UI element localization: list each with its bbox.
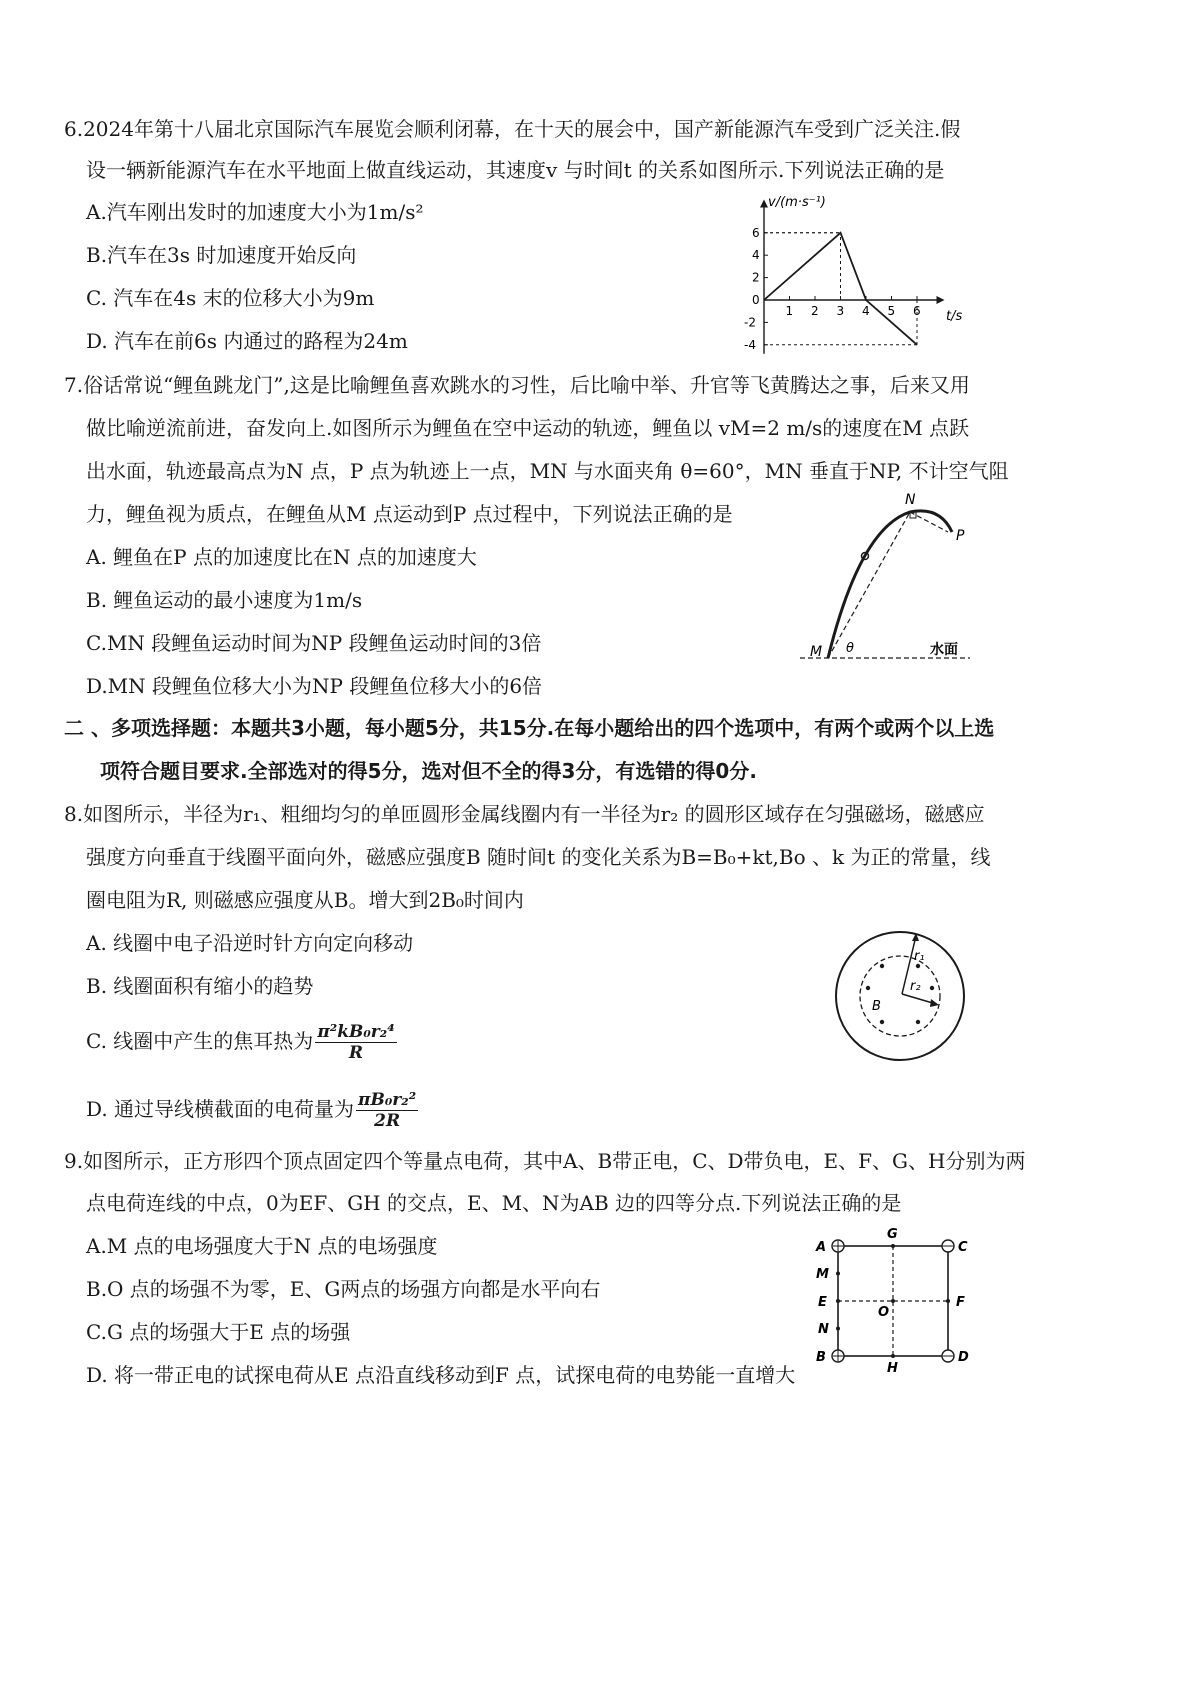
q8-option-d-text: D. 通过导线横截面的电荷量为 bbox=[86, 1097, 355, 1121]
q9-stem-line2: 点电荷连线的中点，0为EF、GH 的交点，E、M、N为AB 边的四等分点.下列说法正确的是 bbox=[86, 1191, 902, 1215]
q7-stem-line1: 7.俗话常说“鲤鱼跳龙门”,这是比喻鲤鱼喜欢跳水的习性，后比喻中举、升官等飞黄腾达之事，后来又用 bbox=[64, 373, 970, 397]
vt-x-tick-label: 2 bbox=[811, 304, 819, 318]
field-dot bbox=[880, 1020, 884, 1024]
label-n: N bbox=[905, 492, 916, 508]
negative-charge-c bbox=[942, 1240, 954, 1252]
r2-arrowhead bbox=[930, 999, 939, 1007]
point-m bbox=[836, 1272, 840, 1276]
label-c: C bbox=[958, 1240, 968, 1255]
field-dot bbox=[880, 964, 884, 968]
field-dot bbox=[916, 1020, 920, 1024]
q9-stem-line1: 9.如图所示，正方形四个顶点固定四个等量点电荷，其中A、B带正电，C、D带负电，E、F、G、H分别为两 bbox=[64, 1149, 1026, 1173]
fish-trajectory-diagram bbox=[800, 488, 980, 668]
vt-x-tick-label: 6 bbox=[913, 304, 921, 318]
vt-y-tick-label: 4 bbox=[752, 248, 760, 263]
q7-stem-line2: 做比喻逆流前进，奋发向上.如图所示为鲤鱼在空中运动的轨迹，鲤鱼以 vM=2 m/s的速度在M 点跃 bbox=[86, 416, 970, 440]
q9-option-c: C.G 点的场强大于E 点的场强 bbox=[86, 1320, 351, 1344]
coil-field-diagram bbox=[832, 928, 968, 1064]
trajectory-curve bbox=[828, 511, 952, 658]
q8-stem-line1: 8.如图所示，半径为r₁、粗细均匀的单匝圆形金属线圈内有一半径为r₂ 的圆形区域存在匀强磁场，磁感应 bbox=[64, 802, 985, 826]
vt-x-tick-label: 4 bbox=[862, 304, 870, 318]
q7-stem-line4: 力，鲤鱼视为质点，在鲤鱼从M 点运动到P 点过程中，下列说法正确的是 bbox=[86, 502, 733, 526]
coil-circle bbox=[836, 932, 964, 1060]
vt-y-axis-label: v/(m·s⁻¹) bbox=[768, 195, 826, 210]
label-e: E bbox=[818, 1295, 827, 1310]
point-n bbox=[836, 1327, 840, 1331]
section2-heading-line2: 项符合题目要求.全部选对的得5分，选对但不全的得3分，有选错的得0分. bbox=[100, 759, 757, 783]
q8-option-d-denominator: 2R bbox=[374, 1111, 401, 1131]
q7-option-d: D.MN 段鲤鱼位移大小为NP 段鲤鱼位移大小的6倍 bbox=[86, 674, 543, 698]
q9-option-b: B.O 点的场强不为零，E、G两点的场强方向都是水平向右 bbox=[86, 1277, 601, 1301]
vt-x-tick-label: 3 bbox=[836, 304, 845, 318]
q6-stem-line2: 设一辆新能源汽车在水平地面上做直线运动，其速度v 与时间t 的关系如图所示.下列说法正确的是 bbox=[86, 158, 945, 182]
label-n: N bbox=[818, 1322, 829, 1337]
field-region-circle bbox=[860, 956, 940, 1036]
label-h: H bbox=[887, 1361, 898, 1374]
field-dot bbox=[866, 986, 870, 990]
label-r2: r₂ bbox=[910, 979, 921, 994]
q8-option-d bbox=[86, 1090, 418, 1131]
vt-y-tick-label: -2 bbox=[744, 315, 756, 330]
field-dot bbox=[916, 964, 920, 968]
q7-stem-line3: 出水面，轨迹最高点为N 点，P 点为轨迹上一点，MN 与水面夹角 θ=60°，MN 垂直于NP, 不计空气阻 bbox=[86, 459, 1009, 483]
q8-option-b: B. 线圈面积有缩小的趋势 bbox=[86, 974, 314, 998]
label-m: M bbox=[816, 1267, 829, 1282]
vt-guides bbox=[764, 233, 917, 345]
positive-charge-b bbox=[832, 1350, 844, 1362]
label-m: M bbox=[810, 644, 823, 660]
q8-stem-line3: 圈电阻为R, 则磁感应强度从B。增大到2B₀时间内 bbox=[86, 888, 524, 912]
q8-option-c-denominator: R bbox=[348, 1043, 364, 1063]
vt-x-tick-label: 1 bbox=[785, 304, 794, 318]
point-f bbox=[946, 1299, 950, 1303]
q8-option-c-fraction bbox=[315, 1022, 396, 1063]
q6-option-b: B.汽车在3s 时加速度开始反向 bbox=[86, 243, 357, 267]
q9-option-d: D. 将一带正电的试探电荷从E 点沿直线移动到F 点，试探电荷的电势能一直增大 bbox=[86, 1363, 796, 1387]
q8-option-c-text: C. 线圈中产生的焦耳热为 bbox=[86, 1029, 314, 1053]
point-o bbox=[891, 1299, 895, 1303]
vt-y-arrowhead bbox=[760, 199, 768, 207]
label-theta: θ bbox=[846, 641, 854, 656]
velocity-time-graph bbox=[730, 188, 970, 368]
square-charges-diagram bbox=[808, 1224, 978, 1374]
label-d: D bbox=[958, 1350, 969, 1365]
label-g: G bbox=[887, 1227, 898, 1242]
vt-x-tick-label: 5 bbox=[887, 304, 896, 318]
vt-y-tick-label: 0 bbox=[752, 293, 760, 307]
field-dot bbox=[930, 986, 934, 990]
q8-option-c bbox=[86, 1022, 397, 1063]
mn-chord bbox=[828, 512, 910, 658]
label-a: A bbox=[816, 1240, 827, 1255]
label-f: F bbox=[956, 1295, 965, 1310]
point-h bbox=[891, 1354, 895, 1358]
label-b: B bbox=[816, 1350, 826, 1365]
vt-x-arrowhead bbox=[937, 296, 945, 304]
q7-option-a: A. 鲤鱼在P 点的加速度比在N 点的加速度大 bbox=[86, 545, 477, 569]
point-e bbox=[836, 1299, 840, 1303]
q6-option-d: D. 汽车在前6s 内通过的路程为24m bbox=[86, 329, 408, 353]
q8-option-a: A. 线圈中电子沿逆时针方向定向移动 bbox=[86, 931, 414, 955]
vt-y-tick-label: 6 bbox=[752, 225, 760, 240]
q8-option-d-numerator: πB₀r₂² bbox=[358, 1090, 417, 1110]
section2-heading-line1: 二 、多项选择题：本题共3小题，每小题5分，共15分.在每小题给出的四个选项中，有两个或两个以上选 bbox=[64, 716, 995, 740]
q7-option-b: B. 鲤鱼运动的最小速度为1m/s bbox=[86, 588, 363, 612]
vt-y-tick-label: -4 bbox=[744, 337, 756, 352]
vt-ticks bbox=[744, 226, 921, 352]
label-b: B bbox=[872, 999, 881, 1014]
positive-charge-a bbox=[832, 1240, 844, 1252]
q9-option-a: A.M 点的电场强度大于N 点的电场强度 bbox=[86, 1234, 438, 1258]
q8-option-c-numerator: π²kB₀r₂⁴ bbox=[317, 1022, 395, 1042]
label-water: 水面 bbox=[930, 642, 958, 658]
label-o: O bbox=[878, 1305, 890, 1320]
vt-y-tick-label: 2 bbox=[752, 270, 760, 285]
label-r1: r₁ bbox=[914, 949, 925, 964]
point-g bbox=[891, 1244, 895, 1248]
q8-option-d-fraction bbox=[356, 1090, 418, 1131]
q7-option-c: C.MN 段鲤鱼运动时间为NP 段鲤鱼运动时间的3倍 bbox=[86, 631, 542, 655]
q6-option-c: C. 汽车在4s 末的位移大小为9m bbox=[86, 286, 375, 310]
vt-x-axis-label: t/s bbox=[946, 309, 963, 324]
q6-stem-line1: 6.2024年第十八届北京国际汽车展览会顺利闭幕，在十天的展会中，国产新能源汽车受到广泛关注.假 bbox=[64, 117, 961, 141]
q6-option-a: A.汽车刚出发时的加速度大小为1m/s² bbox=[86, 200, 424, 224]
q8-stem-line2: 强度方向垂直于线圈平面向外，磁感应强度B 随时间t 的变化关系为B=B₀+kt,Bo 、k 为正的常量，线 bbox=[86, 845, 991, 869]
label-p: P bbox=[956, 528, 965, 544]
negative-charge-d bbox=[942, 1350, 954, 1362]
